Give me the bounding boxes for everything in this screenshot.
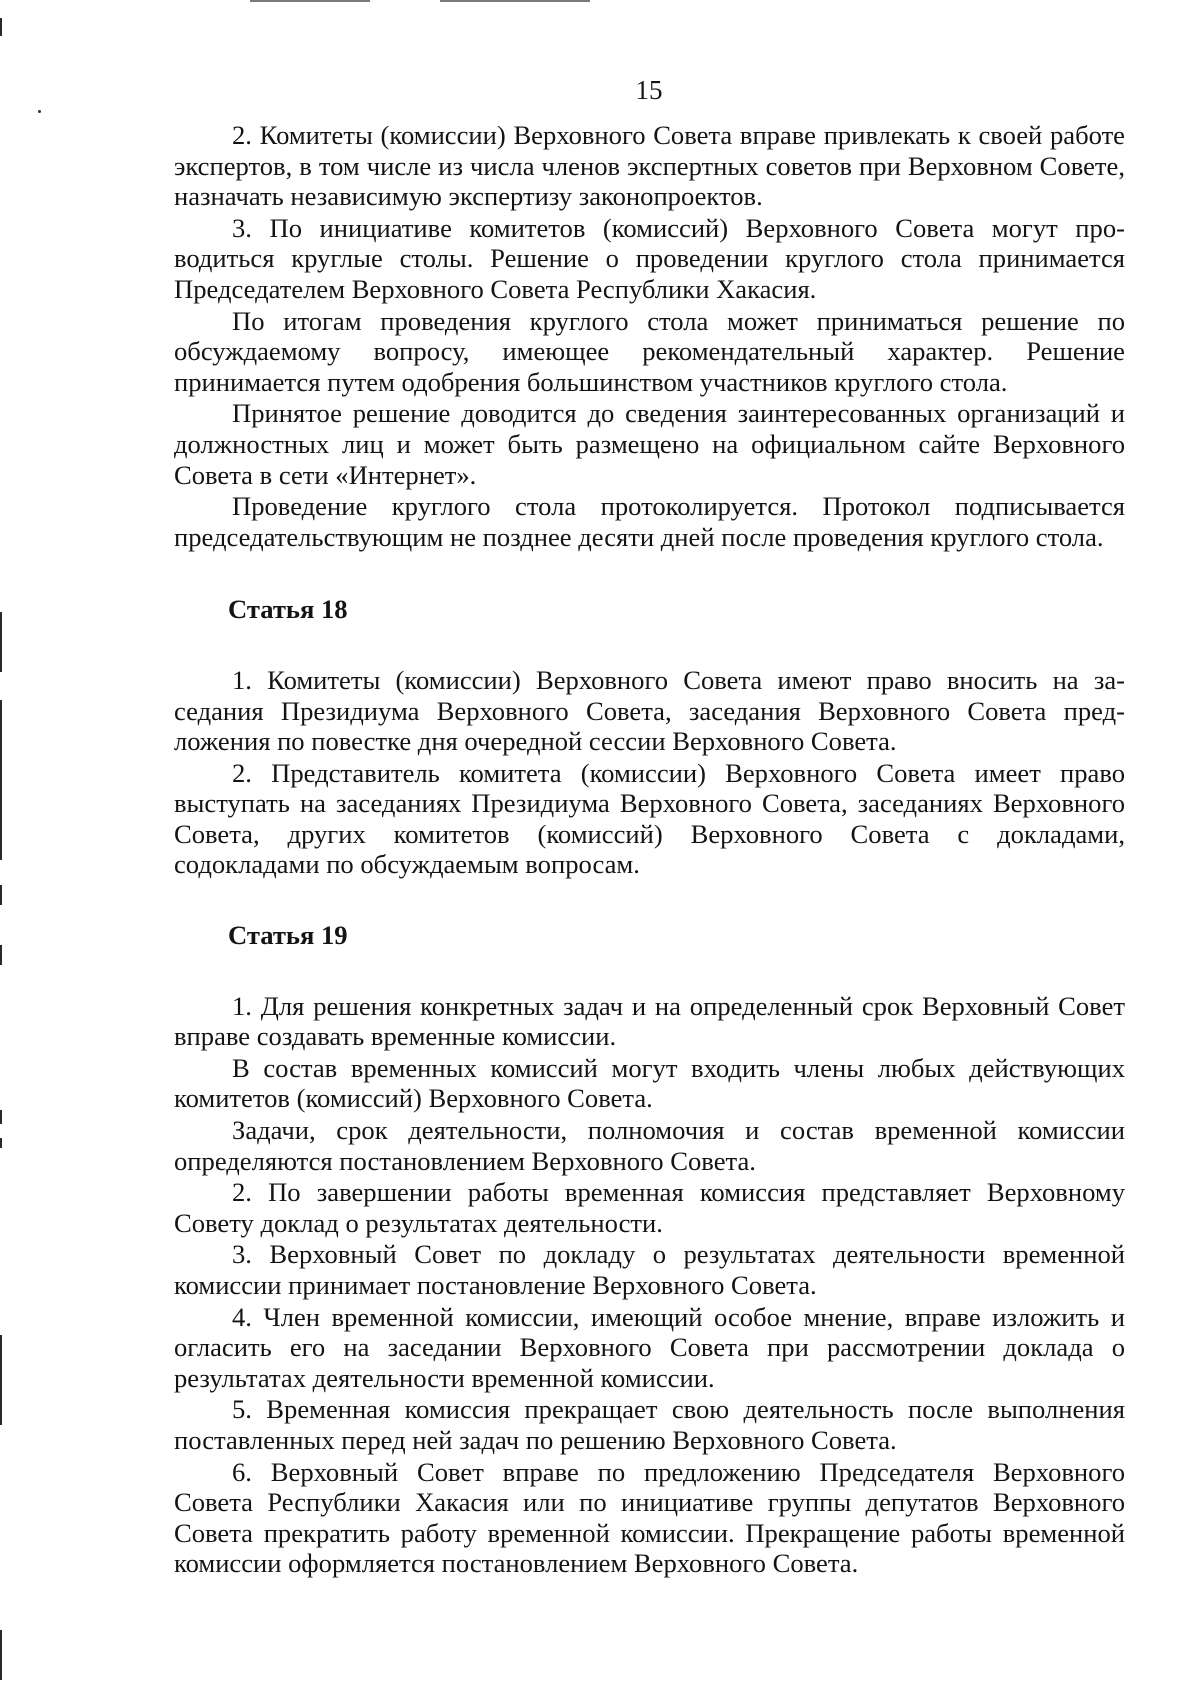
paragraph: 2. Комитеты (комиссии) Верховного Совета вправе привлекать к своей работе экспертов, в том числе из числа членов экспертных советов при Верховном Совете, назначать независимую экспертизу законопроектов. [174, 120, 1125, 212]
scan-edge-mark [0, 1335, 2, 1425]
article-heading: Статья 19 [228, 920, 348, 951]
scan-top-rule [250, 0, 370, 2]
paragraph: Принятое решение доводится до сведения заинтересованных организаций и должностных лиц и может быть размещено на официальном сайте Верховного Совета в сети «Интернет». [174, 398, 1125, 490]
paragraph: 5. Временная комиссия прекращает свою деятельность после выполнения поставленных перед ней задач по решению Верховного Совета. [174, 1394, 1125, 1455]
paragraph: 2. По завершении работы временная комиссия представляет Верховному Совету доклад о результатах деятельности. [174, 1177, 1125, 1238]
scan-edge-mark [0, 1138, 2, 1148]
scan-top-rule [440, 0, 590, 2]
document-body [174, 120, 1125, 1580]
paragraph: По итогам проведения круглого стола может приниматься решение по обсуждаемому вопросу, имеющее рекомендательный характер. Решение принимается путем одобрения большинством участников круглого стола. [174, 305, 1125, 397]
paragraph: 3. По инициативе комитетов (комиссий) Верховного Совета могут проводиться круглые столы. Решение о проведении круглого стола принимается Председателем Верховного Совета Республики Хакасия. [174, 212, 1125, 304]
paragraph: В состав временных комиссий могут входить члены любых действующих комитетов (комиссий) Верховного Совета. [174, 1052, 1125, 1114]
scan-edge-mark [0, 612, 2, 672]
paragraph: 3. Верховный Совет по докладу о результатах деятельности временной комиссии принимает постановление Верховного Совета. [174, 1239, 1125, 1300]
scan-edge-mark [0, 1630, 2, 1680]
scan-edge-mark [0, 18, 2, 36]
scan-edge-mark [0, 1110, 2, 1124]
paragraph: 6. Верховный Совет вправе по предложению Председателя Верховного Совета Республики Хакасия или по инициативе группы депутатов Верховного Совета прекратить работу временной комиссии. Прекращение работы временной комиссии оформляется постановлением Верховного Совета. [174, 1456, 1125, 1579]
paragraph: Задачи, срок деятельности, полномочия и состав временной комиссии определяются постановлением Верховного Совета. [174, 1115, 1125, 1176]
paragraph: 1. Для решения конкретных задач и на определенный срок Верховный Совет вправе создавать временные комиссии. [174, 990, 1125, 1052]
paragraph: Проведение круглого стола протоколируется. Протокол подписывается председательствующим не позднее десяти дней после проведения круглого стола. [174, 491, 1125, 552]
scan-edge-mark [0, 885, 2, 905]
scan-edge-mark [0, 945, 2, 965]
paragraph: 1. Комитеты (комиссии) Верховного Совета имеют право вносить на заседания Президиума Верховного Совета, заседания Верховного Совета предложения по повестке дня очередной сессии Верховного Совета. [174, 664, 1125, 757]
paragraph: 4. Член временной комиссии, имеющий особое мнение, вправе изложить и огласить его на заседании Верховного Совета при рассмотрении доклада о результатах деятельности временной комиссии. [174, 1301, 1125, 1393]
paragraph: 2. Представитель комитета (комиссии) Верховного Совета имеет право выступать на заседаниях Президиума Верховного Совета, заседаниях Верховного Совета, других комитетов (комиссий) Верховного Совета с докладами, содокладами по обсуждаемым вопросам. [174, 757, 1125, 880]
scan-speck [38, 110, 41, 113]
scan-edge-mark [0, 700, 2, 860]
article-heading: Статья 18 [228, 594, 348, 625]
page-number: 15 [635, 75, 663, 105]
